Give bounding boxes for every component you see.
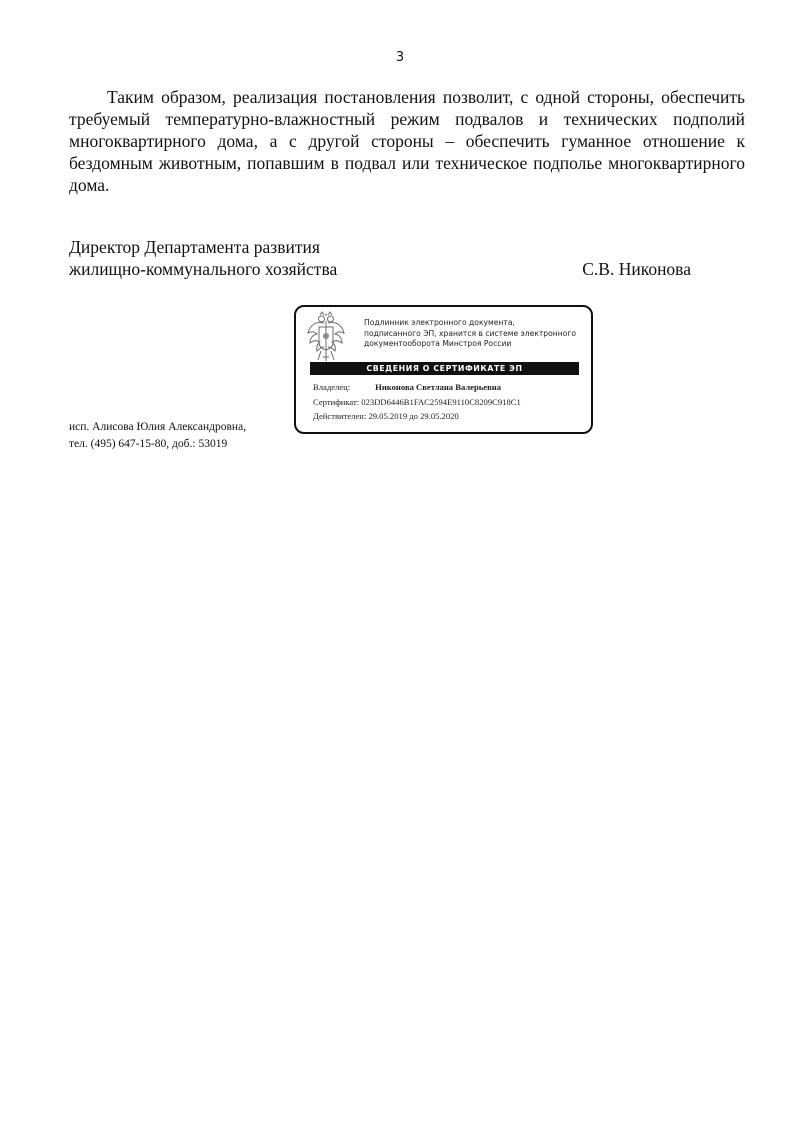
certificate-label: Сертификат: — [313, 396, 360, 407]
stamp-caption — [364, 318, 589, 350]
certificate-details — [313, 380, 589, 424]
signature-block — [69, 236, 691, 280]
certificate-owner-row — [313, 380, 589, 395]
stamp-header-bar: СВЕДЕНИЯ О СЕРТИФИКАТЕ ЭП — [310, 362, 579, 375]
page-number: 3 — [395, 50, 405, 65]
electronic-signature-stamp — [294, 305, 593, 434]
owner-value: Никонова Светлана Валерьевна — [375, 382, 501, 392]
certificate-number-row — [313, 395, 589, 410]
stamp-caption-line: Подлинник электронного документа, — [364, 318, 515, 327]
signatory-position-line-2: жилищно-коммунального хозяйства — [69, 259, 338, 279]
executor-info — [69, 419, 246, 453]
validity-label: Действителен: — [313, 411, 367, 421]
body-paragraph: Таким образом, реализация постановления позволит, с одной стороны, обеспечить требуемый температурно-влажностный режим подвалов и технических подполий многоквартирного дома, а с другой стороны – обеспечить гуманное отношение к бездомным животным, попавшим в подвал или техническое подполье многоквартирного дома. — [69, 87, 745, 195]
stamp-caption-line: документооборота Минстроя России — [364, 339, 512, 348]
certificate-value: 023DD6446B1FAC2594E9110C8209C918C1 — [361, 396, 521, 407]
executor-name: исп. Алисова Юлия Александровна, — [69, 421, 247, 433]
coat-of-arms-icon — [306, 311, 346, 363]
stamp-caption-line: подписанного ЭП, хранится в системе электронного — [364, 328, 576, 338]
signatory-position-line-1: Директор Департамента развития — [69, 237, 320, 257]
signatory-name: С.В. Никонова — [582, 259, 691, 279]
executor-phone: тел. (495) 647-15-80, доб.: 53019 — [69, 438, 228, 450]
validity-value: 29.05.2019 до 29.05.2020 — [368, 411, 459, 421]
certificate-validity-row — [313, 409, 589, 424]
owner-label: Владелец: — [313, 382, 351, 392]
signature-line — [69, 258, 691, 280]
